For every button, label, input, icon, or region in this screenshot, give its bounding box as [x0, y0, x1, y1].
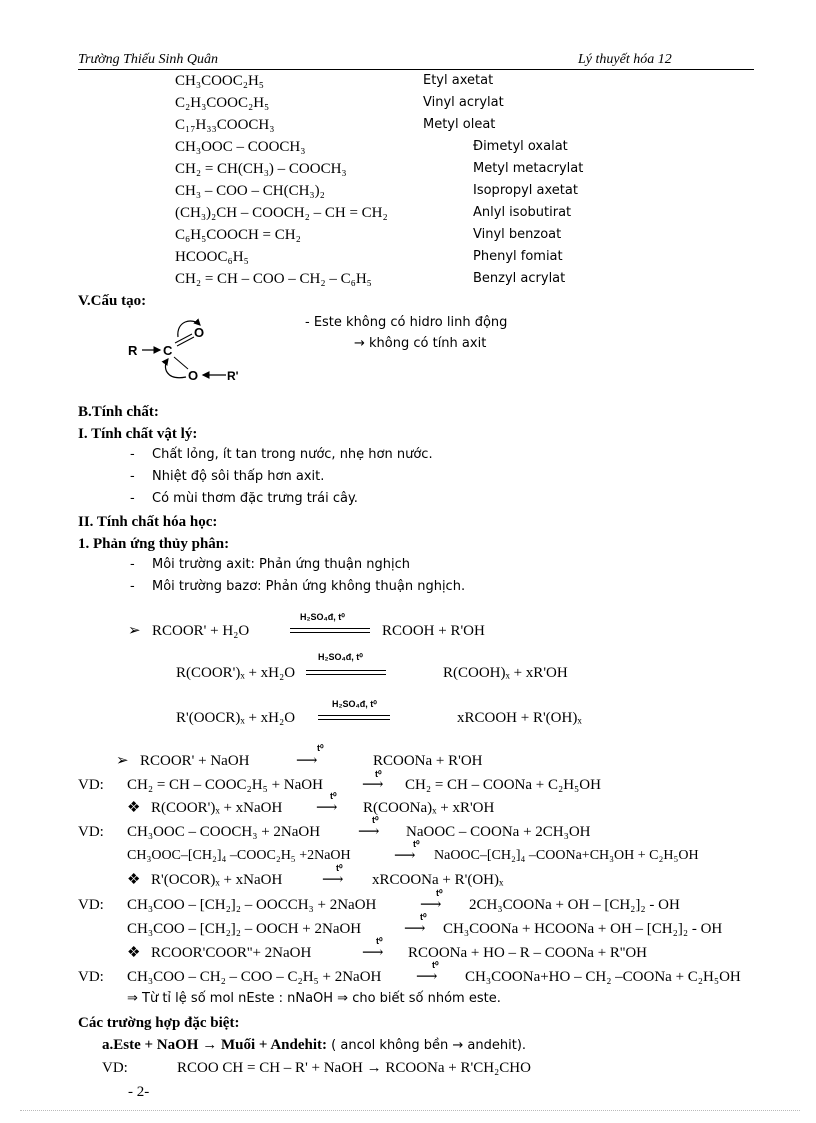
formula: HCOOC₆H₅: [175, 249, 249, 265]
reaction-condition: H₂SO₄đ, t⁰: [318, 652, 363, 662]
reaction-right: NaOOC–[CH₂]₄ –COONa+CH₃OH + C₂H₅OH: [434, 848, 699, 863]
formula: CH₃OOC – COOCH₃: [175, 139, 306, 155]
chemical-heading: II. Tính chất hóa học:: [78, 514, 218, 530]
diamond-bullet: ❖: [127, 800, 141, 816]
page-number: - 2-: [128, 1084, 150, 1100]
chemical-item: Môi trường axit: Phản ứng thuận nghịch: [152, 557, 410, 572]
reaction-condition: t⁰: [372, 815, 379, 825]
equilibrium-arrow: [318, 715, 390, 720]
ester-name: Metyl oleat: [423, 117, 496, 132]
reaction-left: R(COOR')ₓ + xNaOH: [151, 800, 283, 816]
page-bottom-border: [20, 1110, 800, 1111]
reaction-left: RCOOR' + NaOH: [140, 753, 250, 769]
reaction-arrow: ⟶: [394, 848, 416, 864]
ester-name: Anlyl isobutirat: [473, 205, 572, 220]
ester-name: Vinyl benzoat: [473, 227, 562, 242]
reaction-left: CH₃COO – [CH₂]₂ – OOCH + 2NaOH: [127, 921, 362, 937]
reaction-right: NaOOC – COONa + 2CH₃OH: [406, 824, 591, 840]
reaction-condition: t⁰: [336, 863, 343, 873]
formula: CH₂ = CH(CH₃) – COOCH₃: [175, 161, 347, 177]
hydrolysis-heading: 1. Phản ứng thủy phân:: [78, 536, 230, 552]
formula: C₁₇H₃₃COOCH₃: [175, 117, 275, 133]
reaction-condition: t⁰: [376, 936, 383, 946]
reaction-right: xRCOONa + R'(OH)ₓ: [372, 872, 504, 888]
reaction-left: R(COOR')ₓ + xH₂O: [176, 665, 296, 681]
reaction-condition: t⁰: [375, 769, 382, 779]
reaction-right: CH₃COONa+HO – CH₂ –COONa + C₂H₅OH: [465, 969, 741, 985]
structure-note-2: → không có tính axit: [354, 336, 487, 351]
atom-r: R: [128, 343, 138, 358]
reaction-arrow: ⟶: [362, 945, 384, 961]
arrow-bullet: ➢: [128, 623, 141, 639]
reaction-condition: t⁰: [420, 912, 427, 922]
equilibrium-arrow: [306, 670, 386, 675]
header-rule: [78, 69, 754, 70]
reaction-arrow: ⟶: [420, 897, 442, 913]
ester-name: Đimetyl oxalat: [473, 139, 568, 154]
ratio-note: ⇒ Từ tỉ lệ số mol nEste : nNaOH ⇒ cho biết số nhóm este.: [127, 991, 501, 1006]
reaction-left: CH₃OOC–[CH₂]₄ –COOC₂H₅ +2NaOH: [127, 848, 351, 863]
special-case-a: a.Este + NaOH → Muối + Andehit:: [102, 1037, 328, 1053]
ester-name: Benzyl acrylat: [473, 271, 566, 286]
chemical-item: Môi trường bazơ: Phản ứng không thuận nghịch.: [152, 579, 466, 594]
reaction-right: CH₃COONa + HCOONa + OH – [CH₂]₂ - OH: [443, 921, 723, 937]
vd-label: VD:: [102, 1060, 128, 1076]
reaction-left: CH₃COO – [CH₂]₂ – OOCCH₃ + 2NaOH: [127, 897, 377, 913]
vd-label: VD:: [78, 969, 104, 985]
reaction-left: CH₃OOC – COOCH₃ + 2NaOH: [127, 824, 321, 840]
bullet-dash: -: [130, 447, 135, 462]
reaction-arrow: ⟶: [404, 921, 426, 937]
reaction-right: 2CH₃COONa + OH – [CH₂]₂ - OH: [469, 897, 680, 913]
header-school: Trường Thiếu Sinh Quân: [78, 52, 218, 67]
reaction-right: RCOONa + R'OH: [373, 753, 483, 769]
reaction-left: R'(OCOR)ₓ + xNaOH: [151, 872, 283, 888]
diamond-bullet: ❖: [127, 872, 141, 888]
vd-label: VD:: [78, 897, 104, 913]
atom-o-carbonyl: O: [194, 325, 205, 340]
atom-o-ether: O: [188, 368, 199, 383]
structure-heading: V.Cấu tạo:: [78, 293, 147, 309]
structure-note-1: - Este không có hidro linh động: [305, 315, 508, 330]
reaction-left: CH₃COO – CH₂ – COO – C₂H₅ + 2NaOH: [127, 969, 382, 985]
reaction-condition: t⁰: [436, 888, 443, 898]
formula: CH₃ – COO – CH(CH₃)₂: [175, 183, 325, 199]
formula: C₆H₅COOCH = CH₂: [175, 227, 301, 243]
diamond-bullet: ❖: [127, 945, 141, 961]
reaction-right: R(COONa)ₓ + xR'OH: [363, 800, 495, 816]
ester-structure-diagram: [120, 315, 250, 390]
formula: CH₃COOC₂H₅: [175, 73, 265, 89]
arrow-bullet: ➢: [116, 753, 129, 769]
physical-item: Nhiệt độ sôi thấp hơn axit.: [152, 469, 325, 484]
ester-name: Isopropyl axetat: [473, 183, 578, 198]
bullet-dash: -: [130, 579, 135, 594]
reaction-condition: t⁰: [330, 791, 337, 801]
reaction-condition: H₂SO₄đ, t⁰: [300, 612, 345, 622]
ester-name: Vinyl acrylat: [423, 95, 504, 110]
header-subject: Lý thuyết hóa 12: [578, 52, 672, 67]
reaction-condition: t⁰: [317, 743, 324, 753]
formula: C₂H₃COOC₂H₅: [175, 95, 270, 111]
reaction-right: RCOOH + R'OH: [382, 623, 485, 639]
physical-heading: I. Tính chất vật lý:: [78, 426, 198, 442]
reaction-left: RCOOR' + H₂O: [152, 623, 250, 639]
vd-label: VD:: [78, 777, 104, 793]
reaction-left: CH₂ = CH – COOC₂H₅ + NaOH: [127, 777, 323, 793]
reaction-arrow: ⟶: [322, 872, 344, 888]
equilibrium-arrow: [290, 628, 370, 633]
bullet-dash: -: [130, 557, 135, 572]
reaction-arrow: ⟶: [316, 800, 338, 816]
physical-item: Có mùi thơm đặc trưng trái cây.: [152, 491, 358, 506]
section-b-heading: B.Tính chất:: [78, 404, 159, 420]
atom-r-prime: R': [227, 369, 239, 383]
reaction-condition: t⁰: [432, 960, 439, 970]
reaction-right: CH₂ = CH – COONa + C₂H₅OH: [405, 777, 601, 793]
reaction-left: R'(OOCR)ₓ + xH₂O: [176, 710, 296, 726]
reaction-arrow: ⟶: [296, 753, 318, 769]
ester-name: Metyl metacrylat: [473, 161, 584, 176]
special-example: RCOO CH = CH – R' + NaOH → RCOONa + R'CH₂CHO: [177, 1060, 531, 1076]
reaction-condition: t⁰: [413, 839, 420, 849]
reaction-arrow: ⟶: [362, 777, 384, 793]
reaction-condition: H₂SO₄đ, t⁰: [332, 699, 377, 709]
special-heading: Các trường hợp đặc biệt:: [78, 1015, 240, 1031]
reaction-arrow: ⟶: [358, 824, 380, 840]
bullet-dash: -: [130, 491, 135, 506]
reaction-right: R(COOH)ₓ + xR'OH: [443, 665, 568, 681]
ester-name: Phenyl fomiat: [473, 249, 563, 264]
atom-c: C: [163, 343, 173, 358]
physical-item: Chất lỏng, ít tan trong nước, nhẹ hơn nước.: [152, 447, 433, 462]
reaction-right: RCOONa + HO – R – COONa + R''OH: [408, 945, 647, 961]
reaction-left: RCOOR'COOR''+ 2NaOH: [151, 945, 312, 961]
special-case-a-note: ( ancol không bền → andehit).: [327, 1038, 527, 1053]
vd-label: VD:: [78, 824, 104, 840]
formula: CH₂ = CH – COO – CH₂ – C₆H₅: [175, 271, 372, 287]
ester-name: Etyl axetat: [423, 73, 494, 88]
formula: (CH₃)₂CH – COOCH₂ – CH = CH₂: [175, 205, 388, 221]
reaction-right: xRCOOH + R'(OH)ₓ: [457, 710, 582, 726]
reaction-arrow: ⟶: [416, 969, 438, 985]
bullet-dash: -: [130, 469, 135, 484]
